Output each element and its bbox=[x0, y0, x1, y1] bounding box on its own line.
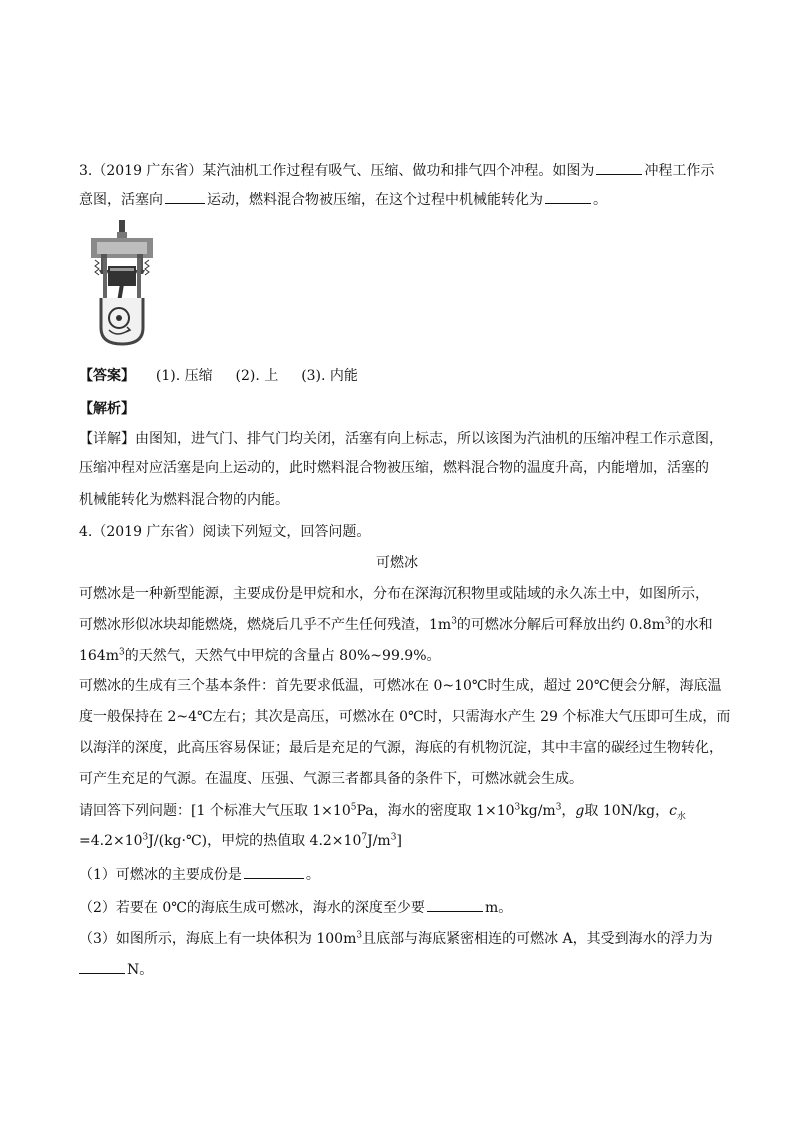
q3-text: 意图，活塞向 bbox=[79, 192, 163, 208]
passage-title: 可燃冰 bbox=[376, 555, 418, 571]
exponent: 3 bbox=[514, 802, 521, 813]
given-data-line-2 bbox=[79, 831, 402, 851]
q4-intro: 4.（2019 广东省）阅读下列短文，回答问题。 bbox=[79, 524, 371, 540]
question-text: N。 bbox=[127, 962, 154, 978]
q3-text: 。 bbox=[593, 192, 607, 208]
given-text: 取 10N/kg， bbox=[584, 803, 670, 819]
q3-text: 运动，燃料混合物被压缩，在这个过程中机械能转化为 bbox=[207, 192, 543, 208]
detail-line-1: 【详解】由图知，进气门、排气门均关闭，活塞有向上标志，所以该图为汽油机的压缩冲程工作示意图， bbox=[79, 431, 723, 447]
answer-item: (3). 内能 bbox=[301, 368, 358, 384]
given-text: kg/m bbox=[520, 803, 556, 819]
passage-text: 的水和 bbox=[670, 617, 713, 633]
q3-text: 3.（2019 广东省）某汽油机工作过程有吸气、压缩、做功和排气四个冲程。如图为 bbox=[79, 163, 595, 179]
given-text: ] bbox=[396, 833, 402, 849]
exponent: 5 bbox=[350, 802, 357, 813]
detail-line-3: 机械能转化为燃料混合物的内能。 bbox=[79, 492, 289, 508]
answer-blank-2 bbox=[165, 189, 205, 204]
q3-line-2 bbox=[79, 189, 607, 210]
question-text: 。 bbox=[305, 867, 320, 883]
answer-item: (2). 上 bbox=[235, 368, 279, 384]
question-text: m。 bbox=[484, 900, 513, 916]
symbol-g: g bbox=[575, 803, 585, 819]
question-text: （3）如图所示，海底上有一块体积为 100m bbox=[79, 931, 357, 947]
given-text: 请回答下列问题：[1 个标准大气压取 1×10 bbox=[79, 803, 351, 819]
answer-line bbox=[79, 366, 358, 386]
sub-question-3-cont bbox=[79, 959, 153, 980]
passage-text: 的可燃冰分解后可释放出约 0.8m bbox=[456, 617, 665, 633]
q3-text: 冲程工作示 bbox=[644, 163, 715, 179]
engine-compression-stroke-figure bbox=[87, 218, 157, 348]
answer-item: (1). 压缩 bbox=[155, 368, 213, 384]
given-text: ， bbox=[561, 803, 576, 819]
given-data-line-1 bbox=[79, 801, 686, 821]
exponent: 3 bbox=[555, 802, 562, 813]
answer-blank-6 bbox=[79, 959, 125, 974]
passage-p2-line-4: 可产生充足的气源。在温度、压强、气源三者都具备的条件下，可燃冰就会生成。 bbox=[79, 771, 583, 787]
sub-question-2 bbox=[79, 897, 512, 918]
given-text: =4.2×10 bbox=[79, 833, 143, 849]
passage-p2-line-3: 以海洋的深度，此高压容易保证；最后是充足的气源，海底的有机物沉淀，其中丰富的碳经过生物转化， bbox=[79, 740, 723, 756]
question-text: （2）若要在 0℃的海底生成可燃冰，海水的深度至少要 bbox=[79, 900, 425, 916]
sub-question-3 bbox=[79, 929, 713, 949]
passage-p2-line-1: 可燃冰的生成有三个基本条件：首先要求低温，可燃冰在 0~10℃时生成，超过 20℃便会分解，海底温 bbox=[79, 678, 722, 694]
question-text: 且底部与海底紧密相连的可燃冰 A，其受到海水的浮力为 bbox=[362, 931, 713, 947]
given-text: Pa，海水的密度取 1×10 bbox=[356, 803, 515, 819]
symbol-c: c bbox=[669, 803, 677, 819]
passage-p1-line-1: 可燃冰是一种新型能源，主要成份是甲烷和水，分布在深海沉积物里或陆域的永久冻土中，如图所示， bbox=[79, 586, 709, 602]
answer-label: 【答案】 bbox=[79, 368, 135, 384]
passage-p1-line-3: $164m^3$的天然气，天然气中甲烷的含量占 80%~99.9%。 bbox=[79, 647, 441, 664]
exponent: 3 bbox=[390, 832, 397, 843]
passage-text: 164m bbox=[79, 648, 119, 664]
passage-p1-line-2: 可燃冰形似冰块却能燃烧，燃烧后几乎不产生任何残渣，$1m^3$的可燃冰分解后可释放出约 $0.8m^3$的水和 bbox=[79, 616, 713, 633]
answer-blank-1 bbox=[596, 160, 642, 175]
answer-blank-5 bbox=[427, 897, 483, 912]
passage-text: 的天然气，天然气中甲烷的含量占 80%~99.9%。 bbox=[124, 648, 441, 664]
given-text: J/m bbox=[367, 833, 391, 849]
q3-line-1 bbox=[79, 160, 714, 181]
answer-blank-4 bbox=[244, 864, 304, 879]
detail-line-2: 压缩冲程对应活塞是向上运动的，此时燃料混合物被压缩，燃料混合物的温度升高，内能增加，活塞的 bbox=[79, 460, 709, 476]
answer-blank-3 bbox=[545, 189, 591, 204]
question-text: （1）可燃冰的主要成份是 bbox=[79, 867, 242, 883]
exponent: 3 bbox=[142, 832, 149, 843]
sub-question-1 bbox=[79, 864, 320, 885]
analysis-label: 【解析】 bbox=[79, 401, 135, 417]
given-text: J/(kg·℃)，甲烷的热值取 4.2×10 bbox=[148, 833, 362, 849]
exponent: 3 bbox=[356, 930, 363, 941]
subscript: 水 bbox=[676, 811, 686, 822]
exponent: 7 bbox=[361, 832, 368, 843]
passage-text: 可燃冰形似冰块却能燃烧，燃烧后几乎不产生任何残渣，1m bbox=[79, 617, 452, 633]
passage-p2-line-2: 度一般保持在 2~4℃左右；其次是高压，可燃冰在 0℃时，只需海水产生 29 个标准大气压即可生成，而 bbox=[79, 709, 731, 725]
